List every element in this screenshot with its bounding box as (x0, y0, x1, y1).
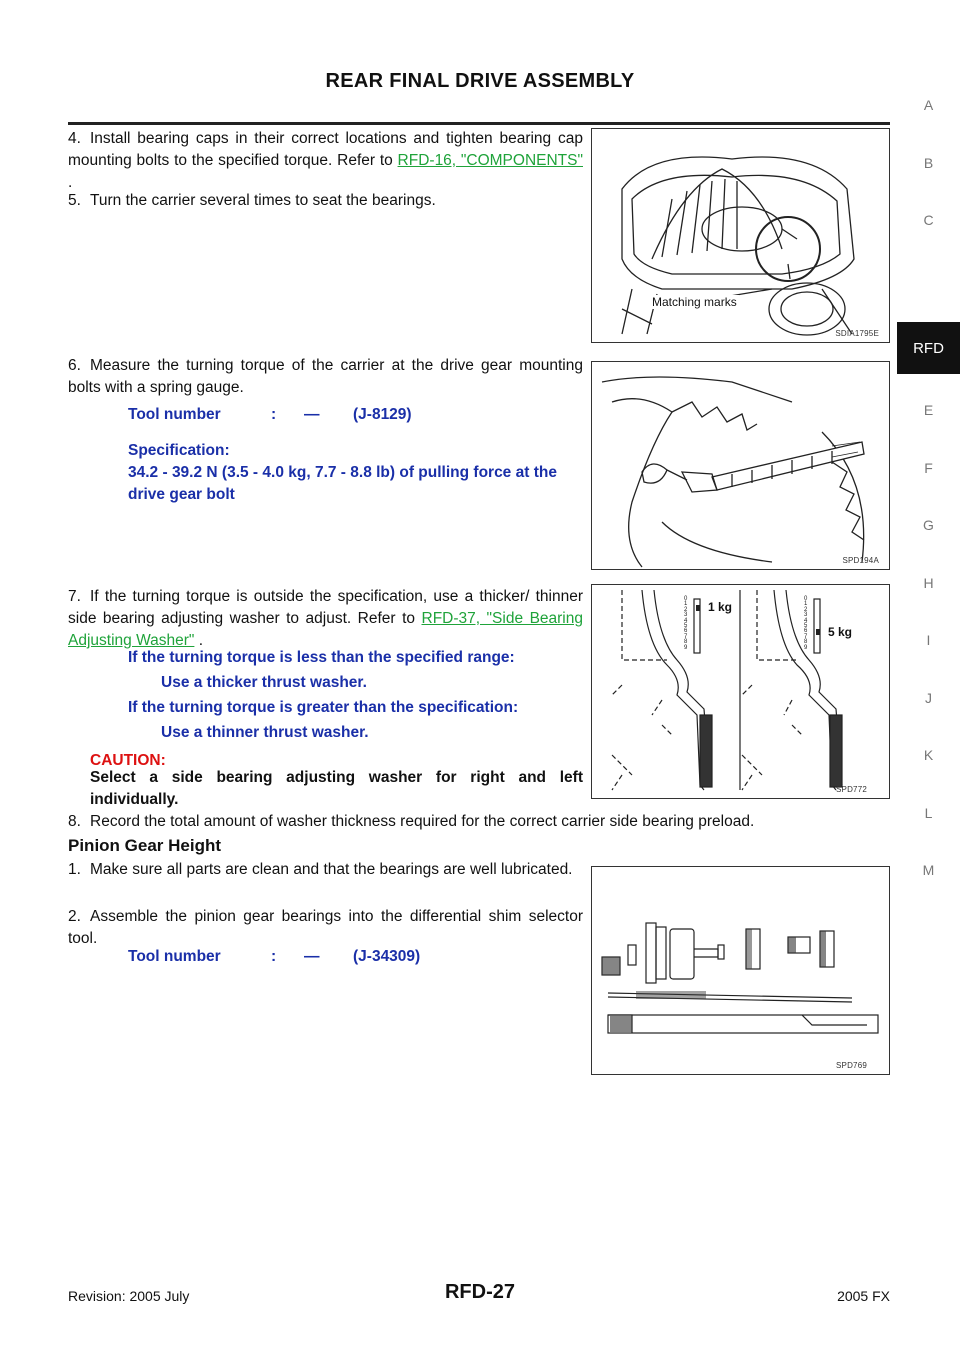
sidebar-item-h[interactable]: H (923, 575, 934, 591)
page-title: REAR FINAL DRIVE ASSEMBLY (325, 70, 635, 92)
step-text: Turn the carrier several times to seat the bearings. (90, 192, 436, 209)
step-8 (68, 811, 898, 833)
step-number: 5. (68, 192, 81, 209)
scale-ticks-left: 0 1 2 3 4 5 6 7 8 9 (684, 596, 688, 651)
pinion-step-1 (68, 859, 583, 881)
caution-text: Select a side bearing adjusting washer for right and left individually. (90, 769, 583, 808)
action-thinner: Use a thinner thrust washer. (161, 724, 369, 741)
condition-greater: If the turning torque is greater than the specification: (128, 699, 519, 716)
title-divider (68, 122, 890, 125)
tool-dash: — (304, 406, 320, 423)
sidebar-item-b[interactable]: B (923, 155, 934, 171)
sidebar-item-a[interactable]: A (923, 97, 934, 113)
figure-shim-selector-tool (591, 866, 890, 1075)
sidebar-item-j[interactable]: J (925, 690, 932, 706)
action-thicker: Use a thicker thrust washer. (161, 674, 367, 691)
tool-number-row (128, 946, 420, 968)
tool-label: Tool number (128, 948, 221, 965)
sidebar-item-e[interactable]: E (923, 402, 934, 418)
carrier-illustration (592, 129, 889, 342)
step-4 (68, 128, 583, 194)
step-text: Install bearing caps in their correct locations and tighten bearing cap mounting bolts to the specified torque. Refer to (68, 130, 583, 169)
step-text: If the turning torque is outside the specification, use a thicker/ thinner side bearing adjusting washer to adjust. Refer to (68, 588, 583, 627)
pinion-step-2 (68, 906, 583, 950)
sidebar-item-k[interactable]: K (923, 747, 934, 763)
sidebar-item-c[interactable]: C (923, 212, 934, 228)
tool-colon: : (271, 948, 277, 965)
sidebar-item-rfd-active[interactable]: RFD (897, 322, 960, 374)
footer-model: 2005 FX (837, 1288, 890, 1304)
step-text: Assemble the pinion gear bearings into the differential shim selector tool. (68, 908, 583, 947)
condition-less: If the turning torque is less than the specified range: (128, 649, 515, 666)
tool-code: (J-34309) (353, 948, 421, 965)
tool-label: Tool number (128, 406, 221, 423)
step-5 (68, 190, 583, 212)
tool-colon: : (271, 406, 277, 423)
sidebar-item-l[interactable]: L (924, 805, 933, 821)
page-number: RFD-27 (444, 1281, 515, 1303)
scale-ticks-right: 0 1 2 3 4 5 6 7 8 9 (804, 596, 808, 651)
step-text-end: . (68, 174, 73, 191)
figure-turning-torque-scale (591, 584, 890, 799)
step-text: Measure the turning torque of the carrier at the drive gear mounting bolts with a spring gauge. (68, 357, 583, 396)
spec-value: 34.2 - 39.2 N (3.5 - 4.0 kg, 7.7 - 8.8 lb) of pulling force at the drive gear bolt (128, 464, 557, 503)
step-number: 8. (68, 813, 81, 830)
scale-reading-5kg: 5 kg (828, 625, 853, 639)
step-number: 2. (68, 908, 81, 925)
reference-link-washer[interactable]: RFD-37, "Side Bearing Adjusting Washer" (68, 610, 583, 649)
step-6 (68, 355, 583, 399)
figure-id: SPD772 (836, 785, 867, 794)
sidebar-item-g[interactable]: G (923, 517, 934, 533)
torque-scale-illustration (592, 585, 889, 798)
spring-gauge-illustration (592, 362, 889, 569)
figure-id: SDIA1795E (835, 329, 879, 338)
shim-selector-illustration (592, 867, 889, 1074)
scale-reading-1kg: 1 kg (708, 600, 733, 614)
tool-code: (J-8129) (353, 406, 412, 423)
caution-label: CAUTION: (90, 752, 166, 769)
step-number: 6. (68, 357, 81, 374)
footer-revision: Revision: 2005 July (68, 1288, 190, 1304)
figure-id: SPD769 (836, 1061, 867, 1070)
section-heading: Pinion Gear Height (68, 836, 222, 855)
tool-number-row (128, 404, 412, 426)
tool-dash: — (304, 948, 320, 965)
figure-spring-gauge (591, 361, 890, 570)
figure-matching-marks (591, 128, 890, 343)
figure-id: SPD194A (842, 556, 879, 565)
callout-matching-marks: Matching marks (652, 295, 737, 309)
spec-label: Specification: (128, 442, 230, 459)
step-text: Make sure all parts are clean and that the bearings are well lubricated. (90, 861, 573, 878)
step-number: 1. (68, 861, 81, 878)
step-7 (68, 586, 583, 652)
sidebar-item-i[interactable]: I (926, 632, 931, 648)
step-number: 4. (68, 130, 81, 147)
sidebar-item-f[interactable]: F (924, 460, 933, 476)
sidebar-item-m[interactable]: M (922, 862, 935, 878)
step-text-end: . (194, 632, 204, 649)
step-text: Record the total amount of washer thickness required for the correct carrier side bearing preload. (90, 813, 755, 830)
step-number: 7. (68, 588, 81, 605)
reference-link-components[interactable]: RFD-16, "COMPONENTS" (397, 152, 583, 169)
